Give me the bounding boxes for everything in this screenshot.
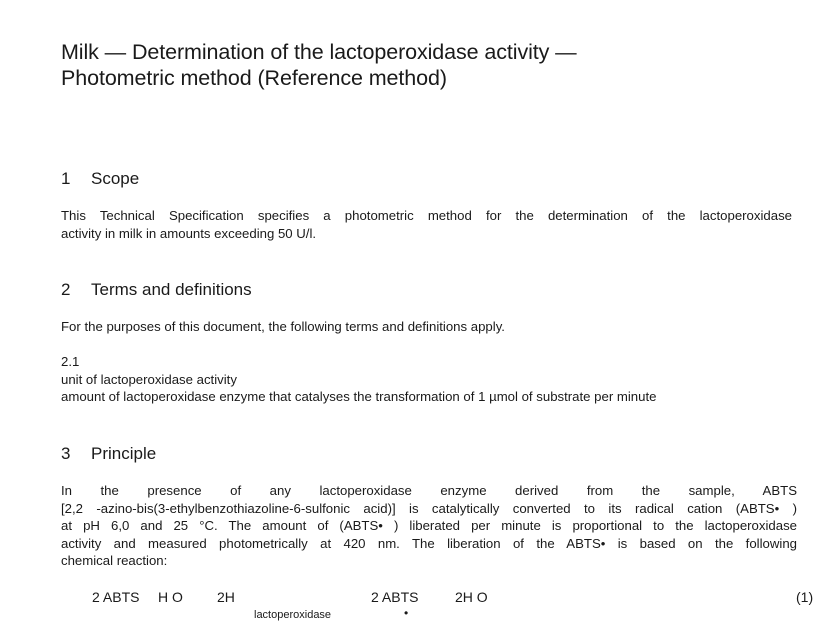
section-number: 3	[61, 444, 71, 463]
definition-number: 2.1	[61, 354, 80, 369]
section-title: Scope	[91, 169, 140, 188]
section-heading-scope	[61, 169, 139, 189]
section-title: Terms and definitions	[91, 280, 252, 299]
document-title	[61, 39, 801, 91]
radical-dot: •	[404, 606, 409, 620]
principle-line-5: chemical reaction:	[61, 553, 168, 568]
equation-term-2h: 2H	[217, 589, 235, 605]
equation-term-h2o2: H O	[158, 589, 183, 605]
principle-line-2: [2,2 -azino-bis(3-ethylbenzothiazoline-6-sulfonic acid)] is catalytically converted to its radical cation (ABTS• )	[61, 500, 797, 516]
definition-2-1	[61, 353, 792, 406]
definition-text: amount of lactoperoxidase enzyme that catalyses the transformation of 1 µmol of substrate per minute	[61, 389, 657, 404]
section-number: 1	[61, 169, 71, 188]
principle-paragraph	[61, 482, 797, 570]
equation-product-water: 2H O	[455, 589, 488, 605]
definition-term: unit of lactoperoxidase activity	[61, 371, 237, 387]
section-title: Principle	[91, 444, 157, 463]
equation-product-abts-radical: 2 ABTS	[371, 589, 419, 605]
principle-line-4: activity and measured photometrically at 420 nm. The liberation of the ABTS• is based on the following	[61, 535, 797, 551]
equation-catalyst-label: lactoperoxidase	[254, 609, 332, 621]
scope-line-1: This Technical Specification specifies a photometric method for the determination of the lactoperoxidase	[61, 208, 792, 223]
section-heading-principle	[61, 444, 156, 464]
title-line-1: Milk — Determination of the lactoperoxidase activity —	[61, 40, 577, 64]
title-line-2: Photometric method (Reference method)	[61, 66, 447, 90]
terms-intro: For the purposes of this document, the following terms and definitions apply.	[61, 319, 505, 334]
scope-line-2: activity in milk in amounts exceeding 50 U/l.	[61, 225, 317, 241]
equation-term-2abts: 2 ABTS	[92, 589, 140, 605]
principle-line-3: at pH 6,0 and 25 °C. The amount of (ABTS• ) liberated per minute is proportional to the lactoperoxidase	[61, 518, 797, 533]
principle-line-1: In the presence of any lactoperoxidase enzyme derived from the sample, ABTS	[61, 483, 797, 498]
equation-number: (1)	[796, 589, 814, 605]
section-number: 2	[61, 280, 71, 299]
scope-paragraph	[61, 207, 792, 242]
section-heading-terms	[61, 280, 252, 300]
